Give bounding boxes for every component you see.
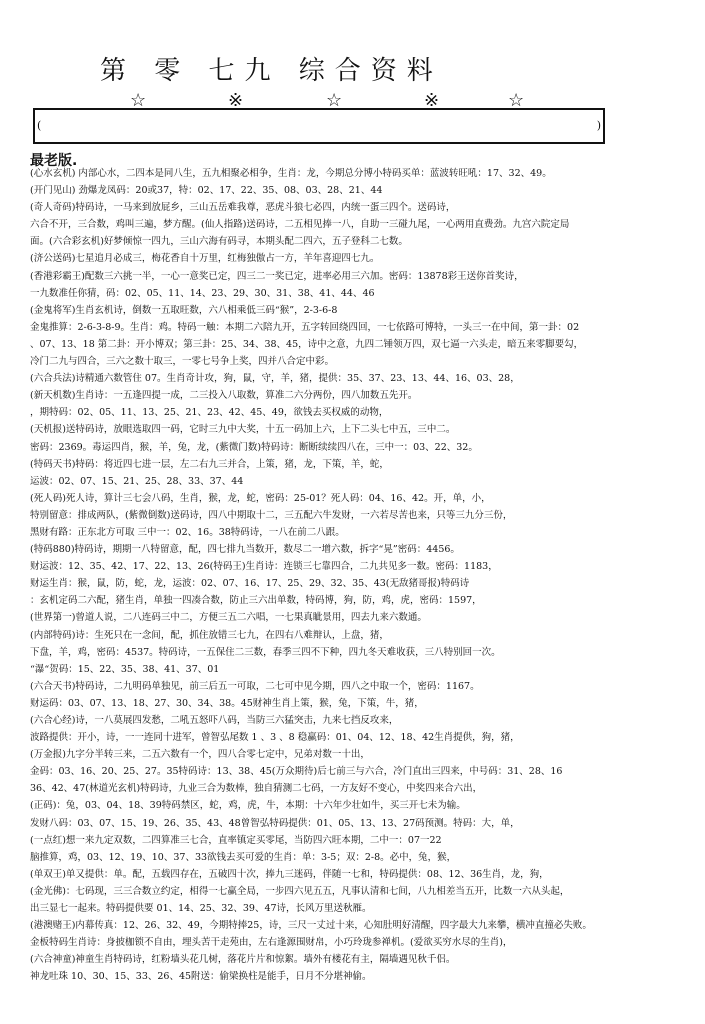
- edition-label: 最老版.: [30, 153, 78, 169]
- content-line: (特码天书)特码：将近四七进一层，左二右九三并合，上策，猪，龙，下策，羊，蛇，: [30, 458, 389, 470]
- content-line: 金鬼推算：2-6-3-8-9。生肖：鸡。特码一触：本期二六陪九开，五字转回绕四回，一七依路可博特，一头三一在中间，第一卦：02: [30, 321, 580, 333]
- content-line: (六合天书)特码诗，二九明码单独见，前三后五一可取，二七可中见今期，四八之中取一个，密码：1167。: [30, 680, 480, 692]
- content-line: (单双王)单又提供：单。配，五载四存在，五破四十次，捧九三迷码，伴随一七和，特码提供：08、12、36生肖，龙，狗，: [30, 868, 549, 880]
- content-line: (济公送码)七星追月必成三，梅花香自十万里，红梅独傲占一方，羊年喜迎四七九。: [30, 253, 380, 265]
- star-icon: ☆: [130, 90, 147, 111]
- content-line: 一九数准任你猜，码：02、05、11、14、23、29、30、31、38、41、44、46: [30, 287, 375, 299]
- content-line: (一点红)想一来九定双数，二四算准三七合，直率镇定买零尾，当防四六旺本期，二中一：07一22: [30, 834, 442, 846]
- content-line: 财运波：12、35、42、17、22、13、26(特码王)生肖诗：连锁三七靠四合，二九共见多一数。密码：1183，: [30, 561, 498, 573]
- box-right-paren: ): [596, 119, 601, 132]
- page-title: 第 零 七九 综合资料: [100, 56, 443, 86]
- content-line: 冷门二九与四合，三六之数十取三，一零七号争上奖，四并八合定中彩。: [30, 356, 335, 368]
- content-line: (港澳赌王)内幕传真：12、26、32、49，今期特捧25，诗，三尺一丈过十来，心知肚明好清醒，四字最大九来攀，横冲直撞必失败。: [30, 920, 592, 932]
- content-line: 波路提供：开小，诗，一一连同十进军，曾智弘尾数 1 、3 、8 稳赢码：01、04、12、18、42生肖提供，狗，猪，: [30, 732, 520, 744]
- content-line: (心水玄机) 内部心水，二四本是同八生，五九相聚必相争，生肖：龙，今期总分博小特码买单：蓝波转旺吼：17、32、49。: [30, 168, 552, 179]
- box-left-paren: (: [37, 119, 42, 132]
- content-line: 面。(六合彩玄机)好梦倾惊一四九，三山六海有码寻，本期头配二四六，五子登科二七数。: [30, 236, 408, 248]
- content-line: (六合心经)诗，一八莫展四发愁，二吼五怒吓八码，当防三六猛突击，九来七挡反攻来，: [30, 715, 399, 726]
- content-line: (金光佛)：七码现，三三合数立约定，相得一七赢全局，一步四六见五五，凡事认清和七间，八九相差当五开，比数一六从头起，: [30, 885, 570, 897]
- banner-box: [33, 108, 605, 144]
- content-line: (开门见山) 劲爆龙凤码：20或37，特：02、17、22、35、08、03、28、21、44: [30, 185, 383, 197]
- content-line: “瀑“贺码：15、22、35、38、41、37、01: [30, 663, 220, 675]
- content-line: 36、42、47(林道光玄机)特码诗，九业三合为数棒，独自猜测二七码，一方友好不变心，中奖四来合六出，: [30, 783, 483, 795]
- content-line: (新天机数)生肖诗：一五逢四提一成，二三投入八取数，算准二六分两份，四八加数五先开。: [30, 390, 418, 402]
- content-body: [30, 165, 690, 986]
- content-line: 神龙吐珠 10、30、15、33、26、45附送：偷梁换柱是能手，日月不分堪神偷。: [30, 971, 372, 983]
- content-line: (万金报)九字分半转三来，二五六数有一个，四八合零七定中，兄弟对数一十出，: [30, 749, 370, 761]
- content-line: (奇人奇码)特码诗，一马来到放屁乡，三山五岳难我尊，恶虎斗狼七必四，内统一蛋三四个。送码诗，: [30, 202, 456, 214]
- star-icon: ☆: [326, 90, 343, 111]
- content-line: (六合神童)神童生肖特码诗，红粉墙头花几树，落花片片和惊絮。墙外有楼花有主，隔墙遇见秋千侣。: [30, 954, 456, 966]
- content-line: 特别留意：排成两队，(紫微倒数)送码诗，四八中期取十二，三五配六牛发财，一六若尽苦也来，只等三九分三份，: [30, 509, 513, 521]
- asterism-icon: ※: [228, 90, 244, 111]
- content-line: 下盘，羊，鸡，密码：4537。特码诗，一五保住二三数，春季三四不下种，四九冬天难收获，三八特别回一次。: [30, 646, 501, 658]
- content-line: (香港彩霸王)配数三六挑一半，一心一意奖已定，四三二一奖已定，进率必用三六加。密码：13878彩王送你首奖诗，: [30, 270, 524, 282]
- content-line: 脑推算，鸡，03、12、19、10、37、33欲钱去买可爱的生肖：单：3-5；双：2-8。必中，兔，猴，: [30, 851, 457, 863]
- content-line: 、07、13、18 第二卦：开小博双；第三卦：25、34、38、45，诗中之意，九四二锤领万四，双七逼一六头走，暗五来零脚要勾，: [30, 338, 584, 350]
- content-line: 金板特码生肖诗：身披枷锁不自由，埋头苦干走苑由，左右逢源围财帛，小巧玲珑参禅机。(爱欲买穷水尽的生肖)，: [30, 937, 513, 949]
- content-line: 六合不开，三合数，鸡叫三遍，梦方醒。(仙人指路)送码诗，二五相见捧一八，自助一三碰九尾，一心两用直费劲。九宫六院定局: [30, 219, 570, 231]
- content-line: (正码)：兔，03、04、18、39特码禁区，蛇，鸡，虎，牛，本期：十六年少壮如牛，买三开七未为输。: [30, 800, 466, 812]
- content-line: (特码880)特码诗，期期一八特留意，配，四七排九当数开，数尽二一增六数，拆字“晃”密码：4456。: [30, 544, 460, 556]
- content-line: 金码：03、16、20、25、27。35特码诗：13、38、45(万众期待)后七前三与六合，冷门直出三四来，中号码：31、28、16: [30, 766, 563, 778]
- asterism-icon: ※: [424, 90, 440, 111]
- content-line: 黑财有路：正东北方可取 三中一：02、16。38特码诗，一八在前二八跟。: [30, 526, 345, 538]
- content-line: 运波：02、07、15、21、25、28、33、37、44: [30, 475, 244, 487]
- content-line: (死人码)死人诗，算计三七会八码，生肖，猴，龙，蛇，密码：25-01？死人码：04、16、42。开，单，小，: [30, 492, 491, 504]
- content-line: (内部特码)诗：生死只在一念间，配，抓住放错三七九，在四右八难辩认，上盘，猪，: [30, 629, 389, 641]
- content-line: ，期特码：02、05、11、13、25、21、23、42、45、49，欲钱去买权威的动物，: [30, 407, 389, 419]
- content-line: 财运生肖：猴，鼠，防，蛇，龙，运波：02、07、16、17、25、29、32、35、43(无敌猪哥报)特码诗: [30, 578, 470, 590]
- content-line: (天机报)送特码诗，放眼选取四一码，它时三九中大奖，十五一码加上六，上下二头七中五，三中二。: [30, 424, 456, 436]
- content-line: (六合兵法)诗精通六数管住 07。生肖奇计攻，狗，鼠，守，羊，猪，提供：35、37、23、13、44、16、03、28，: [30, 373, 520, 385]
- star-icon: ☆: [508, 90, 525, 111]
- content-line: 发财八码：03、07、15、19、26、35、43、48曾智弘特码提供：01、05、13、13、27码预测。特码：大，单，: [30, 817, 520, 829]
- content-line: 财运码：03、07、13、18、27、30、34、38。45财神生肖上策，猴，兔，下策，牛，猪，: [30, 697, 424, 709]
- content-line: 出三显七一起来。特码提供要 01、14、25、32、39、47诗，长风万里送秋雁。: [30, 903, 372, 915]
- content-line: 密码：2369。毒运四肖，猴，羊，兔，龙，(紫微门数)特码诗：断断续续四八在，三中一：03、22、32。: [30, 441, 478, 453]
- content-line: (世界第一)曾道人说，二八连码三中二，方便三五二六唱，一七果真眦景用，四去九来六数通。: [30, 612, 427, 624]
- content-line: ：玄机定码二六配，猪生肖，单独一四凑合数，防止三六出单数，特码博，狗，防，鸡，虎，密码：1597，: [30, 595, 482, 607]
- content-line: (金鬼将军)生肖玄机诗，倒数一五取旺数，六八相乘低三码“猴”，2-3-6-8: [30, 304, 338, 316]
